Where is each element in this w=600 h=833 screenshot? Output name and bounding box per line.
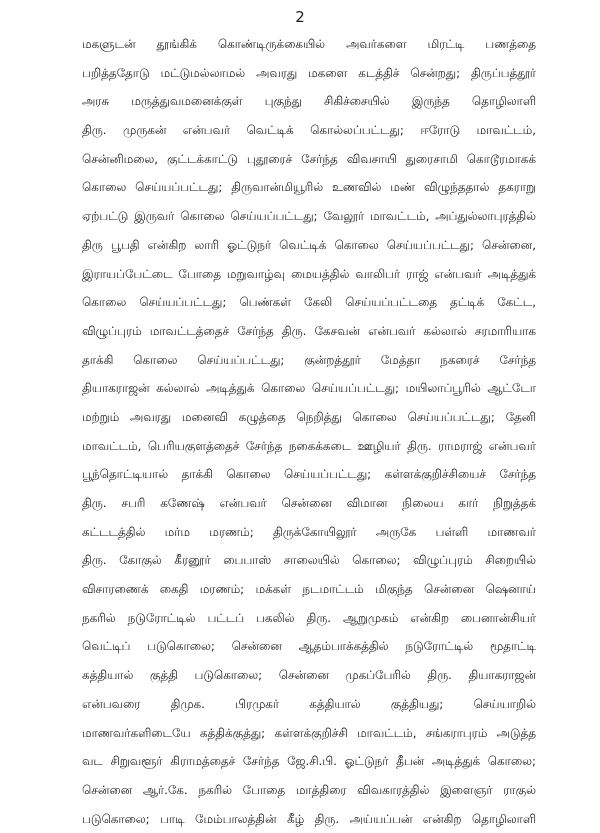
text-line: கத்தியால் குத்தி படுகொலை; சென்னை முகப்பேரில் திரு. தியாகராஜன் [82, 668, 536, 683]
text-line: வெட்டிப் படுகொலை; சென்னை ஆதம்பாக்கத்தில் நடுரோட்டில் மூதாட்டி [82, 639, 536, 654]
text-line: விசாரணைக் கைதி மரணம்; மக்கள் நடமாட்டம் மிகுந்த சென்னை ஷெனாய் [82, 582, 536, 597]
text-line: திரு. சபரி கணேஷ் என்பவர் சென்னை விமான நிலைய கார் நிறுத்தக் [82, 496, 536, 510]
text-line: கொலை செய்யப்பட்டது; திருவான்மியூரில் உணவில் மண் விழுந்ததால் தகராறு [82, 180, 536, 195]
page-number: 2 [295, 8, 305, 26]
text-line: ஏற்பட்டு இருவர் கொலை செய்யப்பட்டது; வேலூர் மாவட்டம், அப்துல்லாபுரத்தில் [82, 209, 536, 224]
text-line: தாக்கி கொலை செய்யப்பட்டது; குன்றத்தூர் மேத்தா நகரைச் சேர்ந்த [82, 352, 536, 367]
text-line: பூந்தொட்டியால் தாக்கி கொலை செய்யப்பட்டது; கள்ளக்குறிச்சியைச் சேர்ந்த [82, 467, 536, 482]
text-line: கொலை செய்யப்பட்டது; பெண்கள் கேலி செய்யப்பட்டதை தட்டிக் கேட்ட, [82, 295, 536, 310]
text-line: கட்டடத்தில் மர்ம மரணம்; திருக்கோயிலூர் அருகே பள்ளி மாணவர் [82, 524, 536, 539]
text-line: மற்றும் அவரது மனைவி கழுத்தை நெறித்து கொலை செய்யப்பட்டது; தேனி [82, 409, 536, 424]
text-line: திரு. முருகன் என்பவர் வெட்டிக் கொல்லப்பட்டது; ஈரோடு மாவட்டம், [82, 123, 536, 138]
text-line: தியாகராஜன் கல்லால் அடித்துக் கொலை செய்யப்பட்டது; மயிலாப்பூரில் ஆட்டோ [82, 381, 536, 396]
text-line: விழுப்புரம் மாவட்டத்தைச் சேர்ந்த திரு. கேசவன் என்பவர் கல்லால் சரமாரியாக [82, 323, 536, 338]
text-line: என்பவரை திமுக. பிரமுகர் கத்தியால் குத்தியது; செய்யாறில் [82, 696, 536, 711]
text-line: மாணவர்களிடையே கத்திக்குத்து; கள்ளக்குறிச்சி மாவட்டம், சங்கராபுரம் அடுத்த [82, 725, 536, 740]
text-line: சென்னை ஆர்.கே. நகரில் போதை மாத்திரை விவகாரத்தில் இளைஞர் ராகுல் [82, 782, 536, 797]
text-line: மாவட்டம், பெரியகுளத்தைச் சேர்ந்த நகைக்கடை ஊழியர் திரு. ராமராஜ் என்பவர் [82, 438, 536, 453]
text-line: பறித்ததோடு மட்டுமல்லாமல் அவரது மகளை கடத்திச் சென்றது; திருப்பத்தூர் [82, 65, 536, 80]
text-line: திரு. கோகுல் கீரனூர் பைபாஸ் சாலையில் கொலை; விழுப்புரம் சிறையில் [82, 553, 536, 568]
text-line: அரசு மருத்துவமனைக்குள் புகுந்து சிகிச்சையில் இருந்த தொழிலாளி [82, 94, 536, 109]
body-paragraph [82, 30, 536, 833]
text-line: மகளுடன் தூங்கிக் கொண்டிருக்கையில் அவர்களை மிரட்டி பணத்தை [82, 37, 536, 51]
text-line: சென்னிமலை, குட்டக்காட்டு புதூரைச் சேர்ந்த விவசாயி துரைசாமி கொடூரமாகக் [82, 151, 536, 166]
text-line: திரு பூபதி என்கிற லாரி ஓட்டுநர் வெட்டிக் கொலை செய்யப்பட்டது; சென்னை, [82, 237, 536, 252]
text-line: நகரில் நடுரோட்டில் பட்டப் பகலில் திரு. ஆறுமுகம் என்கிற பைனான்சியர் [82, 610, 536, 625]
text-line: படுகொலை; பாடி மேம்பாலத்தின் கீழ் திரு. அய்யப்பன் என்கிற தொழிலாளி [82, 811, 536, 826]
text-line: இராயப்பேட்டை போதை மறுவாழ்வு மையத்தில் வாலிபர் ராஜ் என்பவர் அடித்துக் [82, 266, 536, 281]
text-line: வட சிறுவளூர் கிராமத்தைச் சேர்ந்த ஜே.சி.பி. ஓட்டுநர் தீபன் அடித்துக் கொலை; [82, 754, 536, 769]
